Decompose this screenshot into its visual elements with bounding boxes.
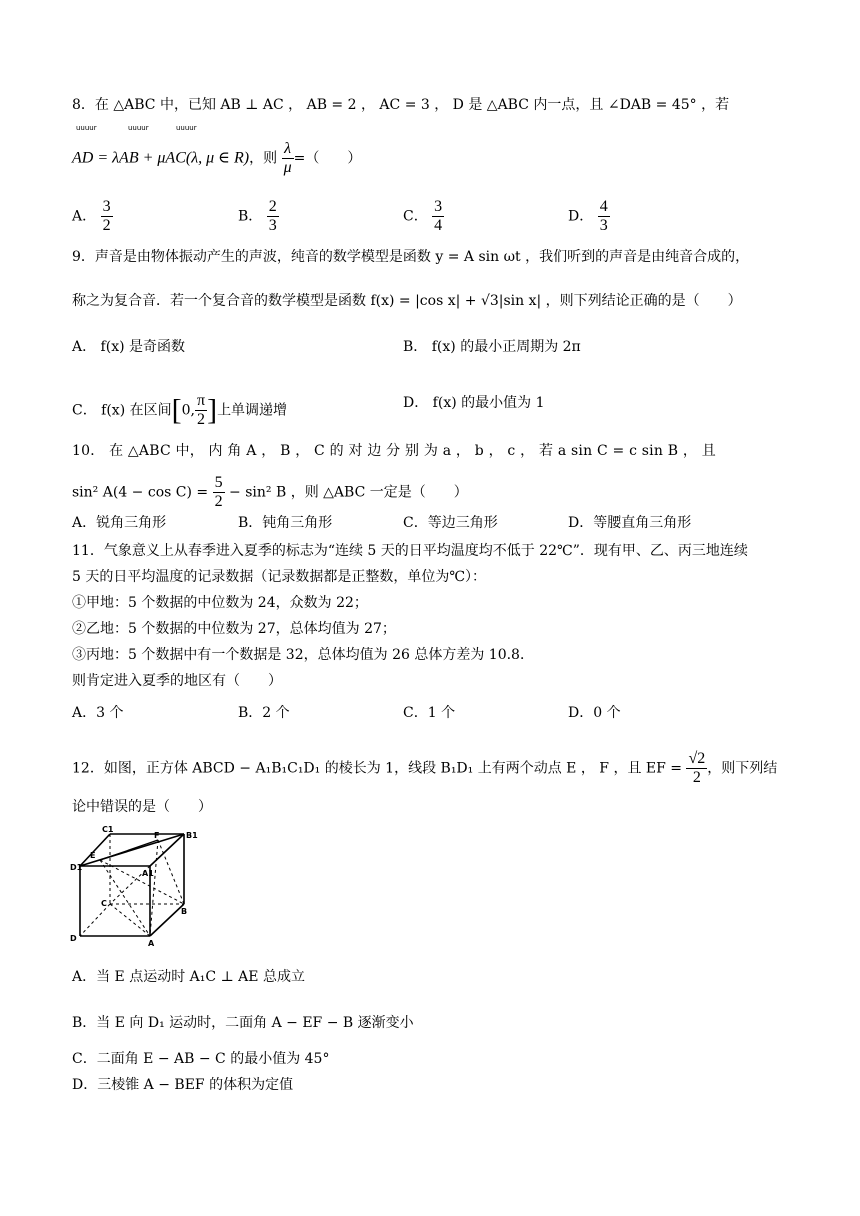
label-d: D [70,934,77,943]
q11-item-3: ③丙地：5 个数据中有一个数据是 32，总体均值为 26 总体方差为 10.8． [72,647,534,663]
q10-option-b[interactable]: B．钝角三角形 [238,515,333,531]
q8-option-a[interactable] [72,198,113,235]
q8-then: ，则 [249,150,278,167]
q11-item-2: ②乙地：5 个数据的中位数为 27，总体均值为 27； [72,621,396,637]
q11-stem-line2: 5 天的日平均温度的记录数据（记录数据都是正整数，单位为℃）： [72,569,487,585]
q9-option-a[interactable]: A． f(x) 是奇函数 [72,339,186,355]
q9-stem-line2: 称之为复合音．若一个复合音的数学模型是函数 f(x) = |cos x| + √3|sin x| ，则下列结论正确的是（ ） [72,293,742,309]
q9-option-d[interactable]: D． f(x) 的最小值为 1 [403,395,545,411]
q10-expr-right: − sin² B ，则 △ABC 一定是（ ） [229,484,468,501]
q11-option-b[interactable]: B．2 个 [238,705,290,721]
q12-stem-line2: 论中错误的是（ ） [72,799,212,815]
q11-option-a[interactable]: A．3 个 [72,705,124,721]
frac-den: 3 [268,217,277,234]
frac-den: 4 [434,217,443,234]
bracket-left: [ [171,393,182,427]
q10-option-c[interactable]: C．等边三角形 [403,515,498,531]
label-e: E [90,851,96,860]
label-f: F [154,831,160,840]
q11-stem-line1: 11．气象意义上从春季进入夏季的标志为“连续 5 天的日平均温度均不低于 22℃”．现有甲、乙、丙三地连续 [72,543,748,559]
q9-option-b[interactable]: B． f(x) 的最小正周期为 2π [403,339,581,355]
label-b1: B1 [186,831,198,840]
q11-option-d[interactable]: D．0 个 [568,705,621,721]
q8-blank: =（ ） [293,150,362,167]
q10-option-d[interactable]: D．等腰直角三角形 [568,515,692,531]
cube-figure [70,825,198,956]
frac-num: √2 [688,750,706,767]
q8-option-d[interactable] [568,198,610,235]
opt-fraction [101,198,113,235]
q12-option-a[interactable]: A．当 E 点运动时 A₁C ⊥ AE 总成立 [72,969,305,985]
q8-vector-equation: AD = λAB + μAC(λ, μ ∈ R) [72,149,250,167]
label-c: C [101,899,107,908]
q10-expr-left: sin² A(4 − cos C) = [72,484,209,501]
frac-den: 2 [214,493,223,510]
frac-den: 3 [599,217,608,234]
q8-ratio-fraction [282,140,294,177]
q8-stem-line1: 8．在 △ABC 中，已知 AB ⊥ AC ， AB = 2 ， AC = 3 ， D 是 △ABC 内一点，且 ∠DAB = 45° ，若 [72,97,730,113]
frac-den: 2 [197,411,206,428]
opt-fraction [432,198,444,235]
q12-option-b[interactable]: B．当 E 向 D₁ 运动时，二面角 A − EF − B 逐渐变小 [72,1015,414,1031]
label-a: A [148,939,155,948]
bracket-right: ] [207,393,218,427]
frac-num: 2 [268,198,277,215]
frac-num: π [196,392,206,409]
interval-start: 0, [181,402,195,419]
q9-stem-line1: 9．声音是由物体振动产生的声波，纯音的数学模型是函数 y = A sin ωt ，我们听到的声音是由纯音合成的， [72,249,750,265]
vec-mark-ad: uuuur [76,124,97,132]
q10-option-a[interactable]: A．锐角三角形 [72,515,167,531]
opt-fraction [195,392,207,429]
q12-stem-line1 [72,750,777,787]
q12-text: 12．如图，正方体 ABCD − A₁B₁C₁D₁ 的棱长为 1，线段 B₁D₁ 上有两个动点 E ， F ，且 EF = [72,760,683,777]
q11-question: 则肯定进入夏季的地区有（ ） [72,673,282,689]
q10-fraction [213,474,225,511]
opt-fraction [598,198,610,235]
opt-label: C． [403,208,428,225]
q8-option-c[interactable] [403,198,444,235]
q11-option-c[interactable]: C．1 个 [403,705,456,721]
q8-stem-line2 [72,140,361,177]
opt-text: C． f(x) 在区间 [72,402,172,419]
q9-option-c[interactable] [72,392,287,429]
frac-num: λ [282,140,294,159]
q11-item-1: ①甲地：5 个数据的中位数为 24，众数为 22； [72,595,368,611]
frac-num: 3 [102,198,111,215]
q10-stem-line2 [72,474,468,511]
vec-mark-ac: uuuur [176,124,197,132]
vec-mark-ab: uuuur [128,124,149,132]
label-b: B [181,907,188,916]
q12-text: ，则下列结 [707,760,778,777]
frac-num: 4 [599,198,608,215]
q12-option-c[interactable]: C．二面角 E − AB − C 的最小值为 45° [72,1051,330,1067]
label-d1: D1 [70,863,83,872]
label-c1: C1 [102,825,114,834]
frac-den: μ [283,159,292,176]
opt-label: A． [72,208,97,225]
opt-label: D． [568,208,594,225]
opt-label: B． [238,208,263,225]
frac-den: 2 [692,769,701,786]
opt-fraction [267,198,279,235]
label-a1: A1 [142,869,154,878]
frac-den: 2 [102,217,111,234]
frac-num: 5 [214,474,223,491]
q8-option-b[interactable] [238,198,279,235]
opt-text: 上单调递增 [217,402,288,419]
q10-stem-line1: 10． 在 △ABC 中， 内 角 A ， B ， C 的 对 边 分 别 为 a ， b ， c ， 若 a sin C = c sin B ， 且 [72,443,716,459]
q12-fraction [686,750,707,787]
frac-num: 3 [434,198,443,215]
q12-option-d[interactable]: D．三棱锥 A − BEF 的体积为定值 [72,1077,294,1093]
